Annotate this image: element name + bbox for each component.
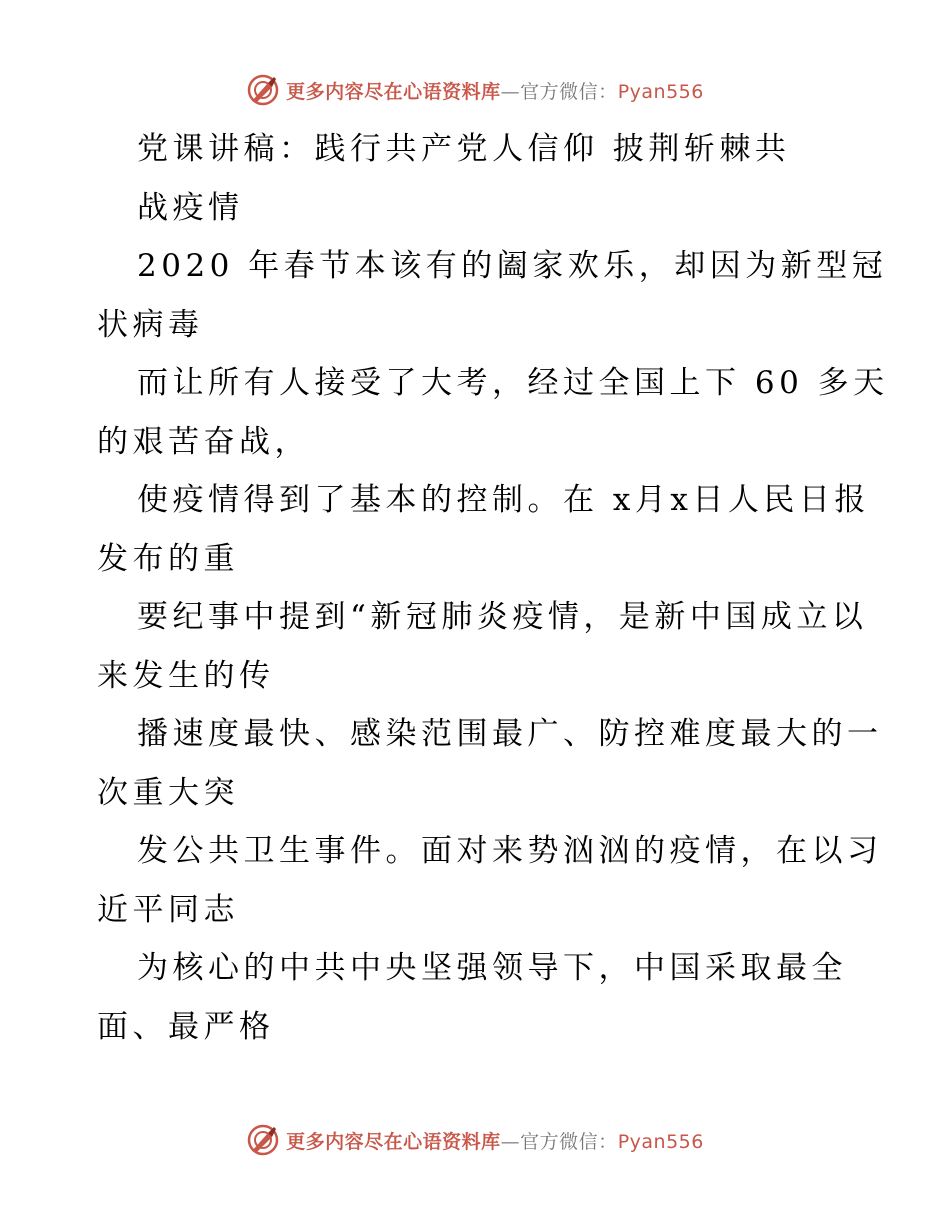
paragraph-line: 发公共卫生事件。面对来势汹汹的疫情，在以习 <box>137 833 883 869</box>
paragraph-line: 次重大突 <box>97 774 239 811</box>
watermark-dash: — <box>500 80 521 103</box>
watermark-wechat-label: 官方微信： <box>520 1130 618 1153</box>
watermark-wechat-id: Pyan556 <box>617 1130 704 1153</box>
pen-logo-icon <box>246 73 280 107</box>
paragraph-line: 的艰苦奋战， <box>97 423 310 460</box>
footer-watermark <box>0 1120 950 1160</box>
footer-watermark-text <box>286 1127 704 1154</box>
paragraph-line: 为核心的中共中央坚强领导下，中国采取最全 <box>137 950 847 986</box>
paragraph-line: 近平同志 <box>97 891 239 928</box>
document-body <box>97 120 889 1056</box>
watermark-wechat-label: 官方微信： <box>520 80 618 103</box>
paragraph-line: 来发生的传 <box>97 657 275 694</box>
paragraph-line: 使疫情得到了基本的控制。在 x月x日人民日报 <box>137 482 870 518</box>
paragraph-line: 而让所有人接受了大考，经过全国上下 60 多天 <box>137 365 889 401</box>
document-title-line-1: 党课讲稿：践行共产党人信仰 披荆斩棘共 <box>137 131 791 167</box>
paragraph-line: 播速度最快、感染范围最广、防控难度最大的一 <box>137 716 883 752</box>
paragraph-line: 要纪事中提到“新冠肺炎疫情，是新中国成立以 <box>137 599 868 635</box>
header-watermark <box>0 70 950 110</box>
paragraph-line: 面、最严格 <box>97 1008 275 1045</box>
paragraph-line: 发布的重 <box>97 540 239 577</box>
watermark-site-name: 更多内容尽在心语资料库 <box>286 80 501 103</box>
document-title-line-2: 战疫情 <box>137 189 244 226</box>
watermark-site-name: 更多内容尽在心语资料库 <box>286 1130 501 1153</box>
paragraph-line: 2020 年春节本该有的阖家欢乐，却因为新型冠 <box>137 248 888 284</box>
header-watermark-text <box>286 77 704 104</box>
watermark-dash: — <box>500 1130 521 1153</box>
pen-logo-icon <box>246 1123 280 1157</box>
watermark-wechat-id: Pyan556 <box>617 80 704 103</box>
paragraph-line: 状病毒 <box>97 306 204 343</box>
